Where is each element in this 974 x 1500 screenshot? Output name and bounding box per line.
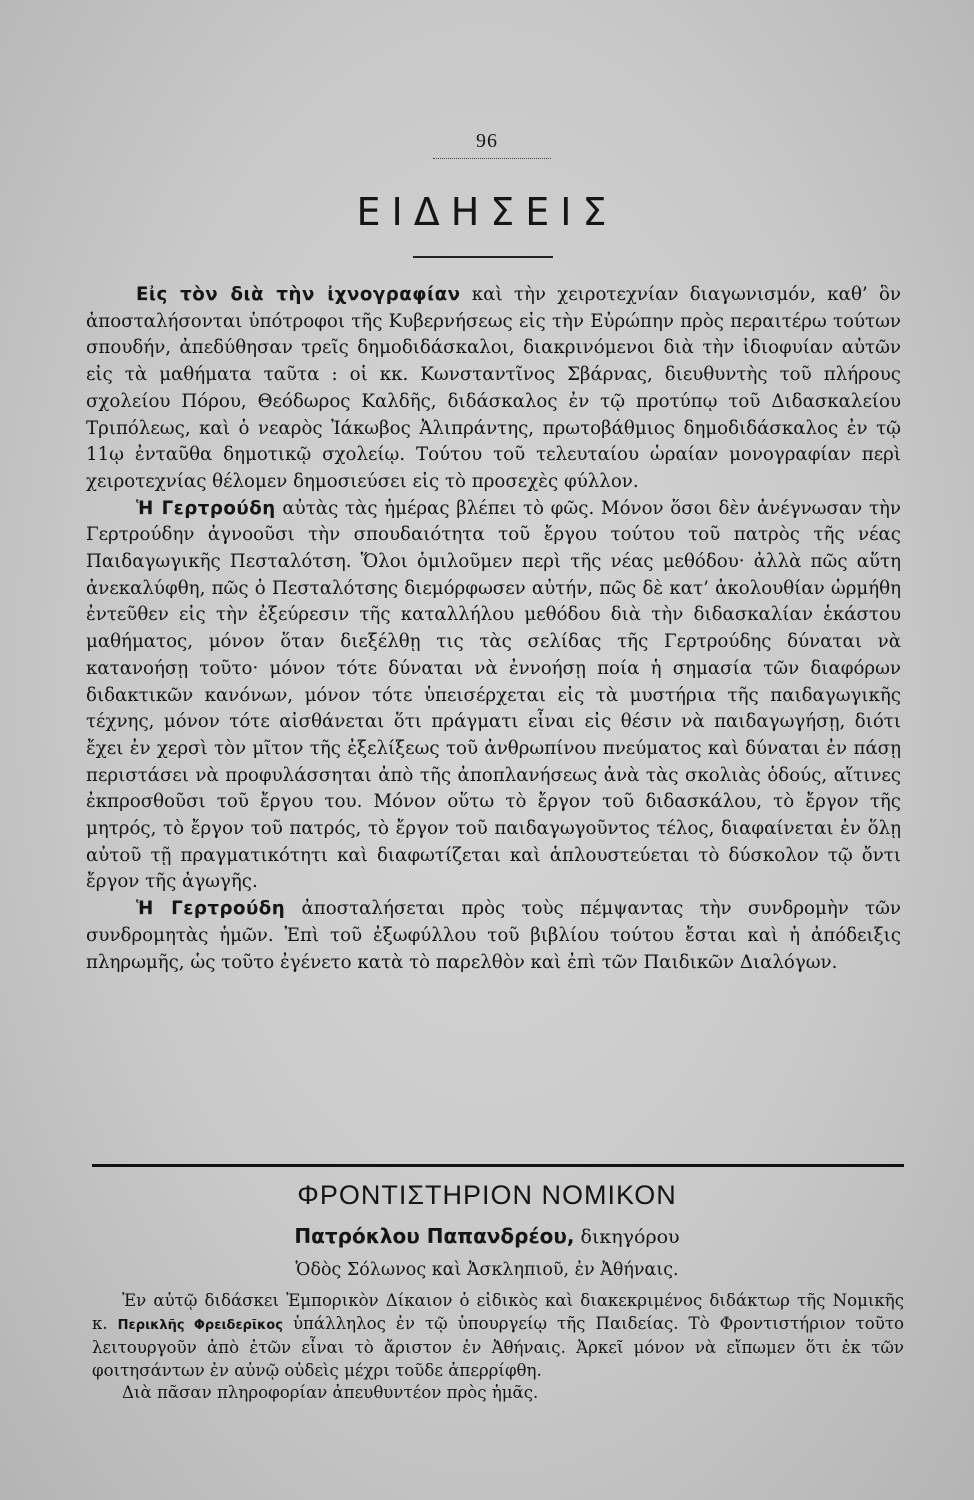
paragraph-text: αὐτὰς τὰς ἡμέρας βλέπει τὸ φῶς. Μόνον ὅσοι δὲν ἀνέγνωσαν τὴν Γερτρούδην ἀγνοοῦσι τὴν σπουδαιότητα τοῦ ἔργου τούτου τοῦ πατρὸς τῆς νέας Παιδαγωγικῆς Πεσταλότση. Ὅλοι ὁμιλοῦμεν περὶ τῆς νέας μεθόδου· ἀλλὰ πῶς αὕτη ἀνεκαλύφθη, πῶς ὁ Πεσταλότσης διεμόρφωσεν αὐτήν, πῶς δὲ κατ’ ἀκολουθίαν ὡρμήθη ἐντεῦθεν εἰς τὴν ἐξεύρεσιν τῆς καταλλήλου μεθόδου διὰ τὴν διδασκαλίαν ἑκάστου μαθήματος, μόνον ὅταν διεξέλθῃ τις τὰς σελίδας τῆς Γερτρούδης δύναται νὰ κατανοήσῃ τοῦτο· μόνον τότε δύναται νὰ ἐννοήσῃ ποία ἡ σημασία τῶν διαφόρων διδακτικῶν κανόνων, μόνον τότε ὑπεισέρχεται εἰς τὰ μυστήρια τῆς παιδαγωγικῆς τέχνης, μόνον τότε αἰσθάνεται ὅτι πράγματι εἶναι εἰς θέσιν νὰ παιδαγωγήσῃ, διότι ἔχει ἐν χερσὶ τὸν μῖτον τῆς ἐξελίξεως τοῦ ἀνθρωπίνου πνεύματος καὶ δύναται ἐν πάσῃ περιστάσει νὰ προφυλάσσηται ἀπὸ τῆς ἀποπλανήσεως ἀνὰ τὰς σκολιὰς ὁδούς, αἵτινες ἐκπροσθοῦσι τοῦ ἔργου του. Μόνον οὕτω τὸ ἔργον τοῦ διδασκάλου, τὸ ἔργον τῆς μητρός, τὸ ἔργον τοῦ πατρός, τὸ ἔργον τοῦ παιδαγωγοῦντος τέλος, διαφαίνεται ἐν ὅλῃ αὐτοῦ τῇ πραγματικότητι καὶ διαφωτίζεται καὶ ἁπλουστεύεται τὸ δύσκολον τῷ ὄντι ἔργον τῆς ἀγωγῆς. <box>86 497 901 893</box>
paragraph-text: καὶ τὴν χειροτεχνίαν διαγωνισμόν, καθ’ ὃν ἀποσταλήσονται ὑπότροφοι τῆς Κυβερνήσεως εἰς τὴν Εὐρώπην πρὸς περαιτέρω τούτων σπουδήν, ἀπεδύθησαν τρεῖς δημοδιδάσκαλοι, διακρινόμενοι διὰ τὴν ἰδιοφυίαν αὐτῶν εἰς τὰ μαθήματα ταῦτα : οἱ κκ. Κωνσταντῖνος Σβάρνας, διευθυντὴς τοῦ πλήρους σχολείου Πόρου, Θεόδωρος Καλδῆς, διδάσκαλος ἐν τῷ προτύπῳ τοῦ Διδασκαλείου Τριπόλεως, καὶ ὁ νεαρὸς Ἰάκωβος Ἀλιπράντης, πρωτοβάθμιος δημοδιδάσκαλος ἐν τῷ 11ῳ ἐνταῦθα δημοτικῷ σχολείῳ. Τούτου τοῦ τελευταίου ὡραίαν μονογραφίαν περὶ χειροτεχνίας θέλομεν δημοσιεύσει εἰς τὸ προσεχὲς φύλλον. <box>86 284 901 492</box>
advertisement-body <box>92 1290 904 1405</box>
advertisement-footer: Διὰ πᾶσαν πληροφορίαν ἀπευθυντέον πρὸς ἡμᾶς. <box>122 1383 539 1403</box>
advertisement-teacher-name: Περικλῆς Φρειδερῖκος <box>117 1317 283 1333</box>
news-paragraph <box>86 896 901 976</box>
advertisement-heading: ΦΡΟΝΤΙΣΤΗΡΙΟΝ ΝΟΜΙΚΟΝ <box>297 1180 677 1210</box>
page-number: 96 <box>476 130 498 152</box>
advertisement-profession: δικηγόρου <box>574 1226 680 1248</box>
section-title: ΕΙΔΗΣΕΙΣ <box>356 190 618 234</box>
advertisement-name: Πατρόκλου Παπανδρέου, <box>294 1224 575 1248</box>
page-number-divider <box>433 158 551 159</box>
advertisement-divider <box>92 1164 904 1167</box>
advertisement-text: ὑπάλληλος ἐν τῷ ὑπουργείῳ τῆς Παιδείας. Τὸ Φροντιστήριον τοῦτο λειτουργοῦν ἀπὸ ἐτῶν εἶναι τὸ ἄριστον ἐν Ἀθήναις. Ἀρκεῖ μόνον νὰ εἴπωμεν ὅτι ἐκ τῶν φοιτησάντων ἐν αὐνῷ οὐδεὶς μέχρι τοῦδε ἀπερρίφθη. <box>92 1313 904 1380</box>
title-divider <box>413 256 553 258</box>
news-paragraph <box>86 282 901 496</box>
paragraph-lead: Ἡ Γερτρούδη <box>136 497 276 519</box>
paragraph-lead: Ἡ Γερτρούδη <box>136 898 286 920</box>
advertisement-paragraph <box>92 1290 904 1382</box>
news-paragraph <box>86 496 901 897</box>
advertisement-text: Ἐν αὐτῷ διδάσκει Ἐμπορικὸν Δίκαιον ὁ εἰδικὸς καὶ διακεκριμένος διδάκτωρ τῆς Νομικῆς κ. <box>92 1291 904 1333</box>
advertisement-address: Ὁδὸς Σόλωνος καὶ Ἀσκληπιοῦ, ἐν Ἀθήναις. <box>295 1260 679 1280</box>
paragraph-text: ἀποσταλήσεται πρὸς τοὺς πέμψαντας τὴν συνδρομὴν τῶν συνδρομητὰς ἡμῶν. Ἐπὶ τοῦ ἐξωφύλλου τοῦ βιβλίου τούτου ἔσται καὶ ἡ ἀπόδειξις πληρωμῆς, ὡς τοῦτο ἐγένετο κατὰ τὸ παρελθὸν καὶ ἐπὶ τῶν Παιδικῶν Διαλόγων. <box>86 898 901 973</box>
news-section <box>86 282 901 976</box>
paragraph-lead: Εἰς τὸν διὰ τὴν ἰχνογραφίαν <box>136 284 461 305</box>
advertisement-name-line <box>0 1224 974 1248</box>
